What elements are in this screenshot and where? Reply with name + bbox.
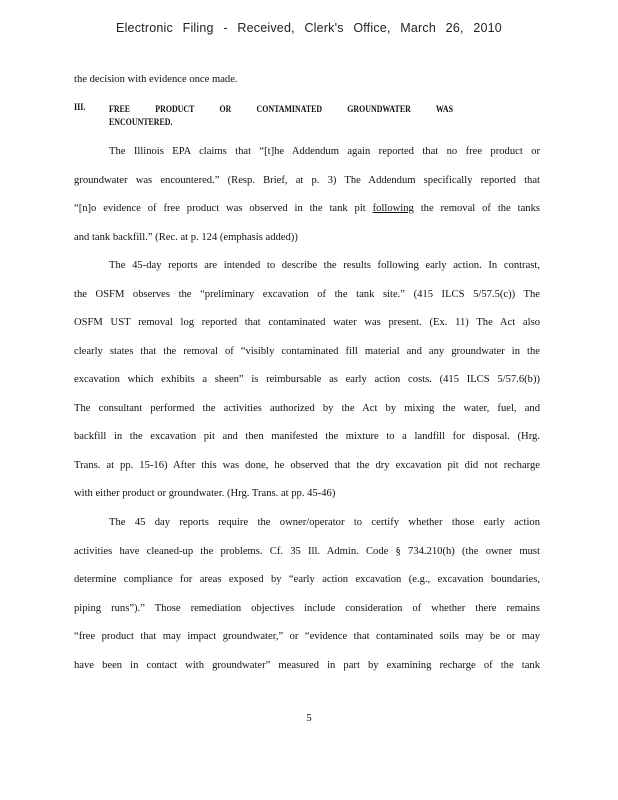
section-heading-continued: ENCOUNTERED.: [109, 117, 173, 127]
text-line: with either product or groundwater. (Hrg. Trans. at pp. 45-46): [74, 488, 336, 499]
text-line: clearly states that the removal of “visibly contaminated fill material and any groundwater in the: [74, 346, 540, 357]
text-line: the decision with evidence once made.: [74, 74, 238, 85]
text-line: and tank backfill.” (Rec. at p. 124 (emphasis added)): [74, 232, 298, 243]
text-line: Trans. at pp. 15-16) After this was done, he observed that the dry excavation pit did not recharge: [74, 460, 540, 471]
filing-stamp-header: Electronic Filing - Received, Clerk's Office, March 26, 2010: [116, 21, 502, 35]
text-line: the OSFM observes the “preliminary excavation of the tank site.” (415 ILCS 5/57.5(c)) The: [74, 289, 540, 300]
section-heading: FREE PRODUCT OR CONTAMINATED GROUNDWATER WAS: [109, 104, 453, 114]
text-line: The Illinois EPA claims that “[t]he Addendum again reported that no free product or: [109, 146, 540, 157]
text-segment: the removal of the tanks: [413, 203, 540, 214]
text-line: The consultant performed the activities authorized by the Act by mixing the water, fuel, and: [74, 403, 540, 414]
text-line: “free product that may impact groundwater,” or “evidence that contaminated soils may be or may: [74, 631, 540, 642]
text-line: OSFM UST removal log reported that contaminated water was present. (Ex. 11) The Act also: [74, 317, 540, 328]
text-line: determine compliance for areas exposed by “early action excavation (e.g., excavation boundaries,: [74, 574, 540, 585]
text-line: have been in contact with groundwater” measured in part by examining recharge of the tank: [74, 660, 540, 671]
text-line: backfill in the excavation pit and then manifested the mixture to a landfill for disposal. (Hrg.: [74, 431, 540, 442]
text-line: excavation which exhibits a sheen” is reimbursable as early action costs. (415 ILCS 5/57.6(b)): [74, 374, 540, 385]
page-number: 5: [306, 712, 312, 724]
underlined-word: following: [372, 203, 414, 214]
text-line: groundwater was encountered.” (Resp. Brief, at p. 3) The Addendum specifically reported that: [74, 175, 540, 186]
text-line: piping runs”).” Those remediation objectives include consideration of whether there remains: [74, 603, 540, 614]
text-line: activities have cleaned-up the problems. Cf. 35 Ill. Admin. Code § 734.210(h) (the owner must: [74, 546, 540, 557]
text-segment: “[n]o evidence of free product was observed in the tank pit: [74, 203, 373, 214]
text-line: The 45 day reports require the owner/operator to certify whether those early action: [109, 517, 540, 528]
text-line: The 45-day reports are intended to describe the results following early action. In contrast,: [109, 260, 540, 271]
section-number: III.: [74, 103, 86, 113]
text-line-with-underline: [74, 202, 540, 216]
